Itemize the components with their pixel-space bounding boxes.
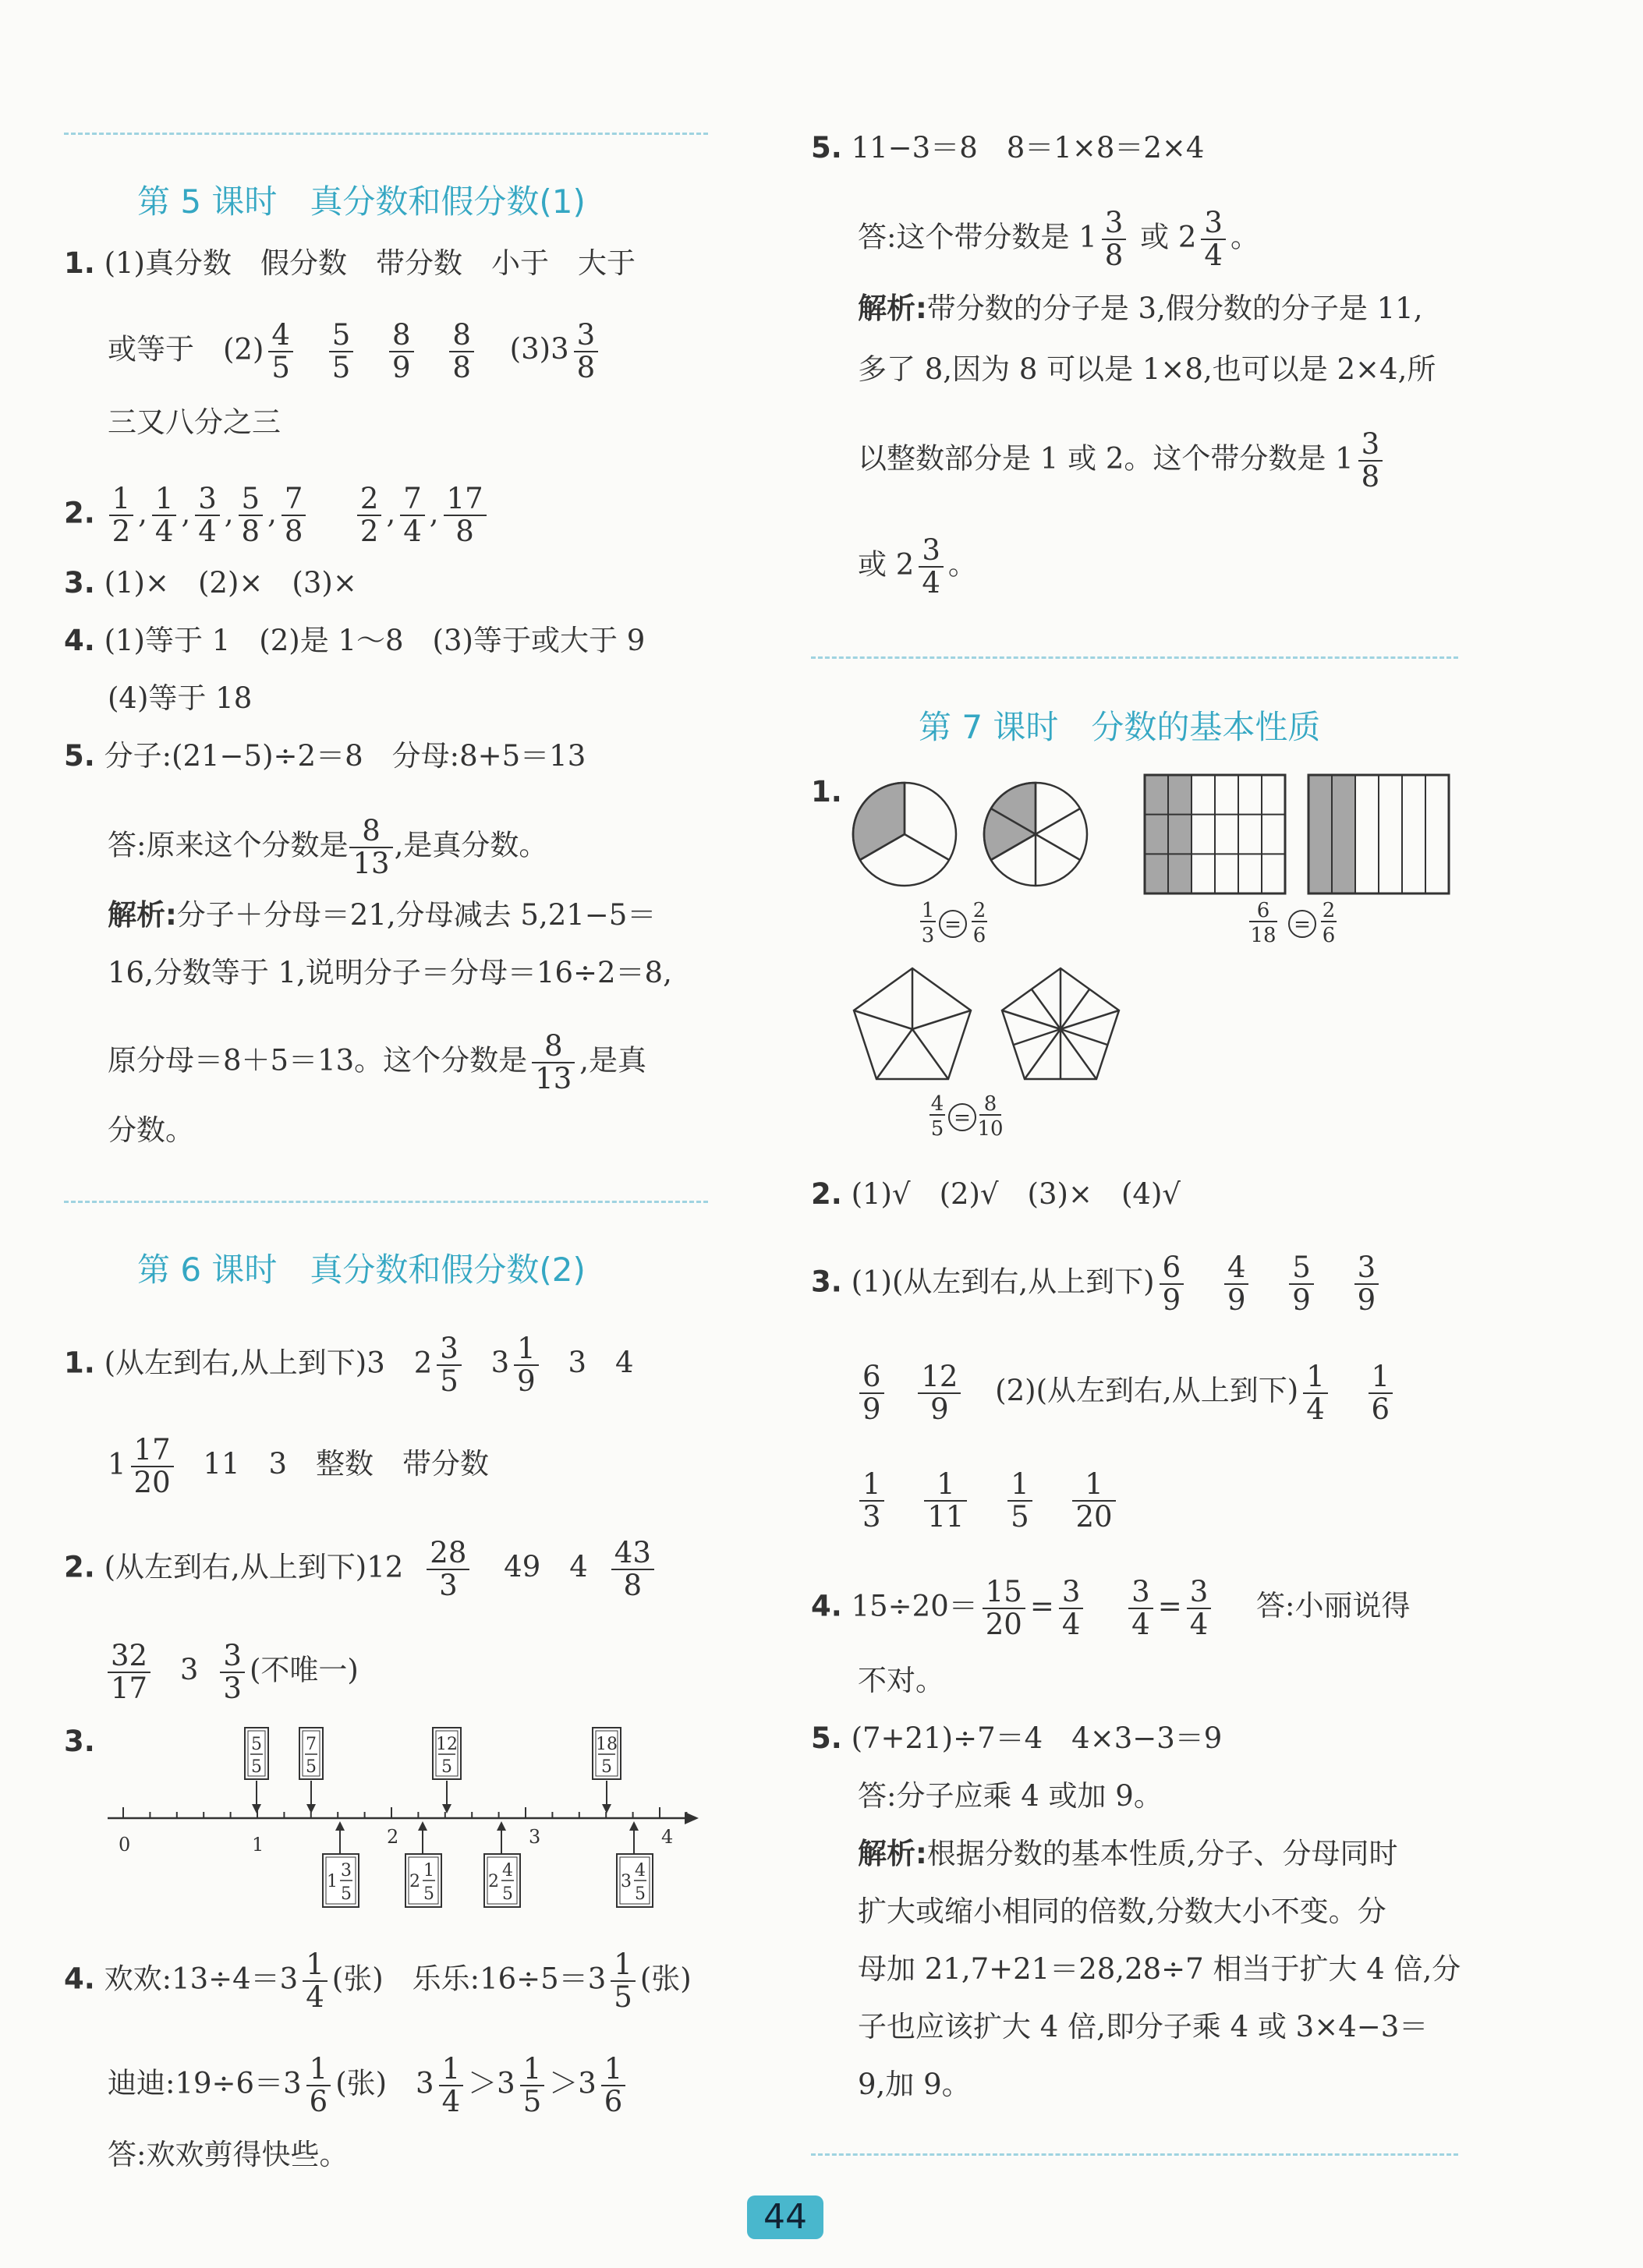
tick-1: 1 [252,1834,264,1856]
label-6-18-eq-2-6 [1249,899,1337,947]
svg-text:5: 5 [502,1884,513,1904]
grid-eighteenths [1145,775,1285,893]
svg-text:10: 10 [977,1117,1004,1141]
svg-text:5: 5 [251,1757,262,1777]
svg-text:5: 5 [635,1884,646,1904]
lesson7-title: 第 7 课时 分数的基本性质 [919,708,1321,746]
box-12-5 [433,1728,461,1813]
r-jx-line1: 解析:带分数的分子是 3,假分数的分子是 11, [858,292,1423,325]
circle-thirds [853,783,956,886]
svg-text:1: 1 [327,1872,338,1891]
l7-jx-line4: 子也应该扩大 4 倍,即分子乘 4 或 3×4−3＝ [858,2010,1429,2043]
l5-jx-line1: 解析:分子＋分母＝21,分母减去 5,21−5＝ [108,898,657,932]
l6-q3-label: 3. [64,1725,95,1758]
tick-2: 2 [387,1826,399,1848]
svg-text:1: 1 [423,1861,434,1881]
tick-4: 4 [661,1826,674,1848]
svg-text:5: 5 [601,1757,612,1777]
pentagon-fifths [854,968,971,1079]
l7-q3-line1: 3. (1)(从左到右,从上到下) $\frac{6}{9}$ $\frac{4}{9}$ $\frac{5}{9}$ $\frac{3}{9}$ [811,1252,1383,1316]
l7-jx-line2: 扩大或缩小相同的倍数,分数大小不变。分 [858,1895,1386,1928]
svg-text:4: 4 [635,1861,646,1881]
l6-q2-line2: $\frac{32}{17}$ 3 $\frac{3}{3}$ (不唯一) [108,1640,359,1704]
l7-jx-line1: 解析:根据分数的基本性质,分子、分母同时 [858,1837,1398,1870]
svg-text:2: 2 [488,1872,499,1891]
l6-q4-answer: 答:欢欢剪得快些。 [108,2138,349,2171]
label-1-3-eq-2-6 [920,899,987,947]
svg-text:6: 6 [1256,899,1270,922]
fraction-figures [850,772,1466,1146]
number-line [101,1715,710,1918]
l5-jx-line2: 16,分数等于 1,说明分子＝分母＝16÷2＝8, [108,956,672,989]
box-5-5 [245,1728,268,1813]
l7-jx-line3: 母加 21,7+21＝28,28÷7 相当于扩大 4 倍,分 [858,1952,1461,1986]
svg-text:2: 2 [409,1872,420,1891]
svg-text:18: 18 [1250,924,1277,947]
svg-text:4: 4 [930,1092,944,1116]
svg-text:4: 4 [502,1861,513,1881]
svg-text:6: 6 [972,924,986,947]
svg-text:=: = [1294,913,1311,936]
r-jx-line2: 多了 8,因为 8 可以是 1×8,也可以是 2×4,所 [858,352,1436,386]
l5-q4-line1: 4. (1)等于 1 (2)是 1～8 (3)等于或大于 9 [64,624,646,657]
separator [64,1201,708,1203]
svg-text:=: = [954,1106,971,1130]
svg-text:5: 5 [441,1757,452,1777]
shaded-column [1332,775,1355,893]
svg-text:7: 7 [306,1735,317,1754]
svg-text:12: 12 [436,1735,458,1754]
separator [811,656,1458,659]
shaded-column [1168,775,1192,893]
svg-text:1: 1 [921,899,935,922]
r-q5-line1: 5. 11−3＝8 8＝1×8＝2×4 [811,131,1205,165]
l5-q1-line1: 1. (1)真分数 假分数 带分数 小于 大于 [64,246,636,280]
circle-sixths [984,783,1087,886]
box-2-1-5 [405,1821,441,1907]
svg-text:=: = [944,913,961,936]
svg-text:5: 5 [341,1884,352,1904]
svg-text:3: 3 [921,924,935,947]
l6-q2-line1: 2. (从左到右,从上到下)12 $\frac{28}{3}$ 49 4 $\frac{43}{8}$ [64,1537,659,1601]
l7-q4-line1: 4. 15÷20＝ $\frac{15}{20}$ = $\frac{3}{4}$ $\frac{3}{4}$ = $\frac{3}{4}$ 答:小丽说得 [811,1575,1411,1641]
l7-q3-line3: $\frac{1}{3}$ $\frac{1}{11}$ $\frac{1}{5}$ $\frac{1}{20}$ [855,1469,1121,1533]
l5-jx-line4: 分数。 [108,1113,194,1147]
l7-q1-label: 1. [811,775,842,808]
box-7-5 [299,1728,323,1813]
svg-text:5: 5 [930,1117,944,1141]
l7-q3-line2: $\frac{6}{9}$ $\frac{12}{9}$ (2)(从左到右,从上到下) $\frac{1}{4}$ $\frac{1}{6}$ [855,1361,1397,1425]
l7-q2: 2. (1)√ (2)√ (3)× (4)√ [811,1177,1181,1211]
label-4-5-eq-8-10 [929,1092,1004,1141]
svg-text:8: 8 [983,1092,997,1116]
svg-text:5: 5 [306,1757,317,1777]
l5-jx-line3: 原分母＝8＋5＝13。这个分数是 $\frac{8}{13}$ ,是真 [108,1029,647,1095]
l5-q1-line3: 三又八分之三 [108,405,281,439]
lesson5-title: 第 5 课时 真分数和假分数(1) [137,182,586,221]
grid-sixths [1308,775,1449,893]
svg-text:3: 3 [341,1861,352,1881]
svg-text:2: 2 [972,899,986,922]
l7-q4-line2: 不对。 [858,1664,944,1697]
svg-text:5: 5 [423,1884,434,1904]
l7-jx-line5: 9,加 9。 [858,2068,971,2101]
l5-q5-line1: 5. 分子:(21−5)÷2＝8 分母:8+5＝13 [64,739,586,773]
svg-text:2: 2 [1322,899,1336,922]
tick-marks [123,1807,686,1818]
svg-text:6: 6 [1322,924,1336,947]
svg-text:18: 18 [596,1735,618,1754]
page-number: 44 [747,2195,823,2239]
l5-q4-line2: (4)等于 18 [108,681,253,715]
tick-3: 3 [529,1826,541,1848]
r-jx-line3: 以整数部分是 1 或 2。这个带分数是 1 $\frac{3}{8}$ [858,429,1387,493]
l6-q4-line2: 迪迪:19÷6＝3 $\frac{1}{6}$ (张) 3 $\frac{1}{4}$ ＞3 $\frac{1}{5}$ ＞3 $\frac{1}{6}$ [108,2054,630,2118]
l5-q3: 3. (1)× (2)× (3)× [64,566,357,600]
l6-q1-line2: 1 $\frac{17}{20}$ 11 3 整数 带分数 [108,1433,490,1499]
svg-text:5: 5 [251,1735,262,1754]
tick-labels [119,1826,673,1856]
l5-q1-line2: 或等于 (2) $\frac{4}{5}$ $\frac{5}{5}$ $\frac{8}{9}$ $\frac{8}{8}$ (3)3 $\frac{3}{8}$ [108,320,603,384]
separator [64,133,708,135]
svg-text:3: 3 [621,1872,632,1891]
shaded-column [1145,775,1168,893]
l7-q5-line1: 5. (7+21)÷7＝4 4×3−3＝9 [811,1721,1223,1755]
pentagon-tenths [1002,968,1119,1079]
separator [811,2153,1458,2156]
r-jx-line4: 或 2 $\frac{3}{4}$ 。 [858,533,977,600]
box-2-4-5 [484,1821,520,1907]
box-1-3-5 [323,1821,359,1907]
box-18-5 [593,1728,621,1813]
lesson6-title: 第 6 课时 真分数和假分数(2) [137,1251,586,1289]
l6-q4-line1: 4. 欢欢:13÷4＝3 $\frac{1}{4}$ (张) 乐乐:16÷5＝3 $\frac{1}{5}$ (张) [64,1948,692,2014]
l7-q5-answer: 答:分子应乘 4 或加 9。 [858,1779,1163,1813]
l5-q2: 2. $\frac{1}{2}$ , $\frac{1}{4}$ , $\frac{3}{4}$ , $\frac{5}{8}$ , $\frac{7}{8}$ $\frac{2}{2}$ , $\frac{7}{4}$ , $\frac{17}{8}$ [64,483,491,547]
box-3-4-5 [617,1821,653,1907]
shaded-column [1308,775,1332,893]
r-q5-answer: 答:这个带分数是 1 $\frac{3}{8}$ 或 2 $\frac{3}{4}$ 。 [858,206,1259,272]
l6-q1-line1: 1. (从左到右,从上到下)3 2 $\frac{3}{5}$ 3 $\frac{1}{9}$ 3 4 [64,1332,634,1398]
tick-0: 0 [119,1834,131,1856]
l5-q5-answer: 答:原来这个分数是 $\frac{8}{13}$ ,是真分数。 [108,814,548,880]
